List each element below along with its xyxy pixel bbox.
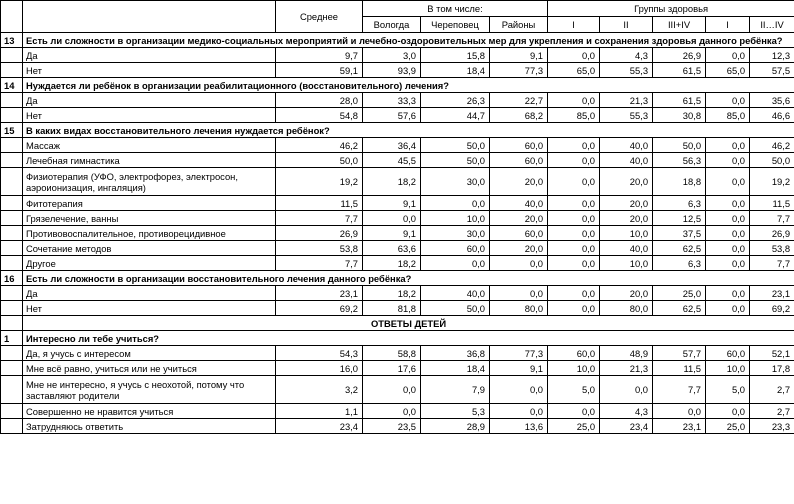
value-cell: 17,8 xyxy=(750,361,794,376)
answer-label: Противовоспалительное, противорецидивное xyxy=(23,226,276,241)
header-group-1b: I xyxy=(706,17,750,33)
value-cell: 11,5 xyxy=(276,196,363,211)
value-cell: 50,0 xyxy=(421,138,490,153)
value-cell: 20,0 xyxy=(490,241,548,256)
value-cell: 0,0 xyxy=(490,286,548,301)
value-cell: 50,0 xyxy=(653,138,706,153)
value-cell: 0,0 xyxy=(421,196,490,211)
value-cell: 21,3 xyxy=(600,93,653,108)
value-cell: 0,0 xyxy=(706,168,750,196)
value-cell: 30,0 xyxy=(421,226,490,241)
value-cell: 20,0 xyxy=(490,211,548,226)
value-cell: 18,4 xyxy=(421,361,490,376)
value-cell: 10,0 xyxy=(421,211,490,226)
empty-number-cell xyxy=(1,138,23,153)
value-cell: 26,9 xyxy=(653,48,706,63)
table-row xyxy=(1,419,794,434)
empty-number-cell xyxy=(1,153,23,168)
table-body xyxy=(1,33,794,434)
empty-number-cell xyxy=(1,196,23,211)
value-cell: 0,0 xyxy=(706,211,750,226)
value-cell: 9,1 xyxy=(490,48,548,63)
empty-number-cell xyxy=(1,63,23,78)
question-text: Есть ли сложности в организации восстановительного лечения данного ребёнка? xyxy=(23,271,794,286)
value-cell: 85,0 xyxy=(548,108,600,123)
value-cell: 85,0 xyxy=(706,108,750,123)
value-cell: 23,4 xyxy=(276,419,363,434)
value-cell: 40,0 xyxy=(490,196,548,211)
section-row xyxy=(1,316,794,331)
header-group-2: II xyxy=(600,17,653,33)
value-cell: 23,1 xyxy=(750,286,794,301)
header-in-total: В том числе: xyxy=(363,1,548,17)
question-number: 1 xyxy=(1,331,23,346)
value-cell: 7,9 xyxy=(421,376,490,404)
value-cell: 69,2 xyxy=(276,301,363,316)
value-cell: 0,0 xyxy=(706,93,750,108)
table-row xyxy=(1,168,794,196)
value-cell: 9,1 xyxy=(363,226,421,241)
value-cell: 17,6 xyxy=(363,361,421,376)
value-cell: 16,0 xyxy=(276,361,363,376)
value-cell: 7,7 xyxy=(276,211,363,226)
value-cell: 18,8 xyxy=(653,168,706,196)
answer-label: Другое xyxy=(23,256,276,271)
table-row xyxy=(1,108,794,123)
value-cell: 0,0 xyxy=(706,153,750,168)
value-cell: 0,0 xyxy=(548,404,600,419)
value-cell: 0,0 xyxy=(548,211,600,226)
empty-number-cell xyxy=(1,226,23,241)
table-row xyxy=(1,211,794,226)
header-vologda: Вологда xyxy=(363,17,421,33)
value-cell: 55,3 xyxy=(600,63,653,78)
value-cell: 0,0 xyxy=(548,48,600,63)
value-cell: 0,0 xyxy=(548,196,600,211)
value-cell: 7,7 xyxy=(653,376,706,404)
value-cell: 0,0 xyxy=(706,196,750,211)
question-number: 13 xyxy=(1,33,23,48)
value-cell: 18,4 xyxy=(421,63,490,78)
empty-number-cell xyxy=(1,211,23,226)
answer-label: Фитотерапия xyxy=(23,196,276,211)
value-cell: 0,0 xyxy=(706,256,750,271)
table-row xyxy=(1,361,794,376)
value-cell: 20,0 xyxy=(490,168,548,196)
value-cell: 57,7 xyxy=(653,346,706,361)
value-cell: 37,5 xyxy=(653,226,706,241)
value-cell: 3,0 xyxy=(363,48,421,63)
value-cell: 11,5 xyxy=(750,196,794,211)
answer-label: Мне всё равно, учиться или не учиться xyxy=(23,361,276,376)
value-cell: 26,9 xyxy=(276,226,363,241)
empty-number-cell xyxy=(1,93,23,108)
value-cell: 4,3 xyxy=(600,404,653,419)
table-row xyxy=(1,63,794,78)
value-cell: 0,0 xyxy=(548,93,600,108)
value-cell: 0,0 xyxy=(421,256,490,271)
table-row xyxy=(1,138,794,153)
value-cell: 0,0 xyxy=(490,404,548,419)
value-cell: 23,1 xyxy=(653,419,706,434)
value-cell: 0,0 xyxy=(706,241,750,256)
value-cell: 19,2 xyxy=(276,168,363,196)
value-cell: 9,1 xyxy=(363,196,421,211)
value-cell: 0,0 xyxy=(548,301,600,316)
question-row xyxy=(1,271,794,286)
value-cell: 63,6 xyxy=(363,241,421,256)
answer-label: Нет xyxy=(23,63,276,78)
answer-label: Лечебная гимнастика xyxy=(23,153,276,168)
header-average: Среднее xyxy=(276,1,363,33)
question-text: Интересно ли тебе учиться? xyxy=(23,331,794,346)
value-cell: 46,2 xyxy=(276,138,363,153)
value-cell: 59,1 xyxy=(276,63,363,78)
value-cell: 46,6 xyxy=(750,108,794,123)
value-cell: 46,2 xyxy=(750,138,794,153)
question-number: 14 xyxy=(1,78,23,93)
value-cell: 23,5 xyxy=(363,419,421,434)
value-cell: 0,0 xyxy=(363,211,421,226)
value-cell: 40,0 xyxy=(600,153,653,168)
answer-label: Массаж xyxy=(23,138,276,153)
table-row xyxy=(1,346,794,361)
value-cell: 30,0 xyxy=(421,168,490,196)
header-empty-label xyxy=(23,1,276,33)
value-cell: 53,8 xyxy=(750,241,794,256)
value-cell: 0,0 xyxy=(363,404,421,419)
value-cell: 23,3 xyxy=(750,419,794,434)
value-cell: 0,0 xyxy=(706,404,750,419)
empty-number-cell xyxy=(1,168,23,196)
answer-label: Нет xyxy=(23,301,276,316)
value-cell: 0,0 xyxy=(548,286,600,301)
value-cell: 60,0 xyxy=(421,241,490,256)
value-cell: 36,8 xyxy=(421,346,490,361)
value-cell: 44,7 xyxy=(421,108,490,123)
value-cell: 0,0 xyxy=(706,286,750,301)
header-empty-no xyxy=(1,1,23,33)
value-cell: 54,8 xyxy=(276,108,363,123)
value-cell: 2,7 xyxy=(750,376,794,404)
table-row xyxy=(1,196,794,211)
empty-number-cell xyxy=(1,361,23,376)
value-cell: 19,2 xyxy=(750,168,794,196)
empty-number-cell xyxy=(1,108,23,123)
question-row xyxy=(1,78,794,93)
value-cell: 5,0 xyxy=(548,376,600,404)
value-cell: 0,0 xyxy=(653,404,706,419)
value-cell: 50,0 xyxy=(750,153,794,168)
value-cell: 0,0 xyxy=(490,256,548,271)
value-cell: 18,2 xyxy=(363,286,421,301)
answer-label: Да xyxy=(23,93,276,108)
value-cell: 0,0 xyxy=(706,138,750,153)
value-cell: 26,9 xyxy=(750,226,794,241)
value-cell: 7,7 xyxy=(750,256,794,271)
empty-number-cell xyxy=(1,376,23,404)
value-cell: 57,6 xyxy=(363,108,421,123)
value-cell: 0,0 xyxy=(600,376,653,404)
value-cell: 7,7 xyxy=(750,211,794,226)
empty-number-cell xyxy=(1,404,23,419)
answer-label: Грязелечение, ванны xyxy=(23,211,276,226)
header-group-3-4: III+IV xyxy=(653,17,706,33)
value-cell: 5,3 xyxy=(421,404,490,419)
question-text: Есть ли сложности в организации медико-социальных мероприятий и лечебно-оздоровительных мер для укрепления и сохранения здоровья данного ребёнка? xyxy=(23,33,794,48)
value-cell: 65,0 xyxy=(548,63,600,78)
value-cell: 6,3 xyxy=(653,196,706,211)
question-row xyxy=(1,331,794,346)
value-cell: 40,0 xyxy=(600,138,653,153)
empty-number-cell xyxy=(1,256,23,271)
value-cell: 10,0 xyxy=(600,256,653,271)
value-cell: 28,9 xyxy=(421,419,490,434)
value-cell: 0,0 xyxy=(706,301,750,316)
value-cell: 1,1 xyxy=(276,404,363,419)
value-cell: 21,3 xyxy=(600,361,653,376)
table-row xyxy=(1,404,794,419)
value-cell: 40,0 xyxy=(421,286,490,301)
value-cell: 50,0 xyxy=(421,301,490,316)
value-cell: 77,3 xyxy=(490,63,548,78)
value-cell: 93,9 xyxy=(363,63,421,78)
value-cell: 69,2 xyxy=(750,301,794,316)
value-cell: 50,0 xyxy=(276,153,363,168)
table-row xyxy=(1,286,794,301)
value-cell: 5,0 xyxy=(706,376,750,404)
value-cell: 10,0 xyxy=(706,361,750,376)
value-cell: 60,0 xyxy=(490,138,548,153)
value-cell: 33,3 xyxy=(363,93,421,108)
value-cell: 7,7 xyxy=(276,256,363,271)
value-cell: 0,0 xyxy=(490,376,548,404)
value-cell: 18,2 xyxy=(363,256,421,271)
value-cell: 0,0 xyxy=(548,226,600,241)
value-cell: 80,0 xyxy=(600,301,653,316)
header-districts: Районы xyxy=(490,17,548,33)
table-row xyxy=(1,241,794,256)
value-cell: 26,3 xyxy=(421,93,490,108)
answer-label: Нет xyxy=(23,108,276,123)
value-cell: 12,3 xyxy=(750,48,794,63)
value-cell: 25,0 xyxy=(548,419,600,434)
value-cell: 9,7 xyxy=(276,48,363,63)
value-cell: 40,0 xyxy=(600,241,653,256)
value-cell: 20,0 xyxy=(600,168,653,196)
value-cell: 13,6 xyxy=(490,419,548,434)
empty-number-cell xyxy=(1,286,23,301)
answer-label: Затрудняюсь ответить xyxy=(23,419,276,434)
answer-label: Да xyxy=(23,48,276,63)
value-cell: 65,0 xyxy=(706,63,750,78)
value-cell: 20,0 xyxy=(600,286,653,301)
empty-number-cell xyxy=(1,419,23,434)
empty-number-cell xyxy=(1,301,23,316)
value-cell: 56,3 xyxy=(653,153,706,168)
value-cell: 28,0 xyxy=(276,93,363,108)
answer-label: Да, я учусь с интересом xyxy=(23,346,276,361)
empty-number-cell xyxy=(1,48,23,63)
value-cell: 80,0 xyxy=(490,301,548,316)
table-row xyxy=(1,226,794,241)
table-row xyxy=(1,301,794,316)
value-cell: 50,0 xyxy=(421,153,490,168)
table-row xyxy=(1,48,794,63)
empty-number-cell xyxy=(1,316,23,331)
value-cell: 9,1 xyxy=(490,361,548,376)
value-cell: 60,0 xyxy=(490,153,548,168)
value-cell: 45,5 xyxy=(363,153,421,168)
header-group-1: I xyxy=(548,17,600,33)
question-number: 16 xyxy=(1,271,23,286)
table-row xyxy=(1,153,794,168)
value-cell: 4,3 xyxy=(600,48,653,63)
value-cell: 48,9 xyxy=(600,346,653,361)
value-cell: 58,8 xyxy=(363,346,421,361)
table-row xyxy=(1,376,794,404)
value-cell: 25,0 xyxy=(653,286,706,301)
value-cell: 3,2 xyxy=(276,376,363,404)
value-cell: 25,0 xyxy=(706,419,750,434)
value-cell: 15,8 xyxy=(421,48,490,63)
value-cell: 55,3 xyxy=(600,108,653,123)
answer-label: Сочетание методов xyxy=(23,241,276,256)
value-cell: 10,0 xyxy=(600,226,653,241)
value-cell: 0,0 xyxy=(548,256,600,271)
value-cell: 0,0 xyxy=(548,241,600,256)
value-cell: 23,1 xyxy=(276,286,363,301)
value-cell: 52,1 xyxy=(750,346,794,361)
answer-label: Совершенно не нравится учиться xyxy=(23,404,276,419)
value-cell: 60,0 xyxy=(490,226,548,241)
question-number: 15 xyxy=(1,123,23,138)
value-cell: 54,3 xyxy=(276,346,363,361)
value-cell: 61,5 xyxy=(653,63,706,78)
value-cell: 2,7 xyxy=(750,404,794,419)
value-cell: 20,0 xyxy=(600,196,653,211)
table-row xyxy=(1,256,794,271)
value-cell: 12,5 xyxy=(653,211,706,226)
value-cell: 0,0 xyxy=(706,48,750,63)
value-cell: 77,3 xyxy=(490,346,548,361)
value-cell: 18,2 xyxy=(363,168,421,196)
question-row xyxy=(1,123,794,138)
value-cell: 22,7 xyxy=(490,93,548,108)
header-group-2-4: II…IV xyxy=(750,17,794,33)
value-cell: 36,4 xyxy=(363,138,421,153)
table-row xyxy=(1,93,794,108)
header-row-1 xyxy=(1,1,794,17)
value-cell: 35,6 xyxy=(750,93,794,108)
value-cell: 10,0 xyxy=(548,361,600,376)
question-text: Нуждается ли ребёнок в организации реабилитационного (восстановительного) лечения? xyxy=(23,78,794,93)
question-text: В каких видах восстановительного лечения нуждается ребёнок? xyxy=(23,123,794,138)
value-cell: 62,5 xyxy=(653,301,706,316)
answer-label: Мне не интересно, я учусь с неохотой, потому что заставляют родители xyxy=(23,376,276,404)
value-cell: 0,0 xyxy=(548,168,600,196)
answer-label: Физиотерапия (УФО, электрофорез, электросон, аэроионизация, ингаляция) xyxy=(23,168,276,196)
header-cherepovets: Череповец xyxy=(421,17,490,33)
value-cell: 0,0 xyxy=(548,138,600,153)
value-cell: 57,5 xyxy=(750,63,794,78)
empty-number-cell xyxy=(1,241,23,256)
value-cell: 68,2 xyxy=(490,108,548,123)
value-cell: 0,0 xyxy=(706,226,750,241)
value-cell: 60,0 xyxy=(548,346,600,361)
value-cell: 81,8 xyxy=(363,301,421,316)
value-cell: 30,8 xyxy=(653,108,706,123)
value-cell: 20,0 xyxy=(600,211,653,226)
question-row xyxy=(1,33,794,48)
value-cell: 62,5 xyxy=(653,241,706,256)
answer-label: Да xyxy=(23,286,276,301)
value-cell: 60,0 xyxy=(706,346,750,361)
value-cell: 11,5 xyxy=(653,361,706,376)
value-cell: 0,0 xyxy=(548,153,600,168)
header-health-groups: Группы здоровья xyxy=(548,1,794,17)
section-title: ОТВЕТЫ ДЕТЕЙ xyxy=(23,316,794,331)
value-cell: 61,5 xyxy=(653,93,706,108)
value-cell: 0,0 xyxy=(363,376,421,404)
value-cell: 53,8 xyxy=(276,241,363,256)
empty-number-cell xyxy=(1,346,23,361)
value-cell: 6,3 xyxy=(653,256,706,271)
value-cell: 23,4 xyxy=(600,419,653,434)
